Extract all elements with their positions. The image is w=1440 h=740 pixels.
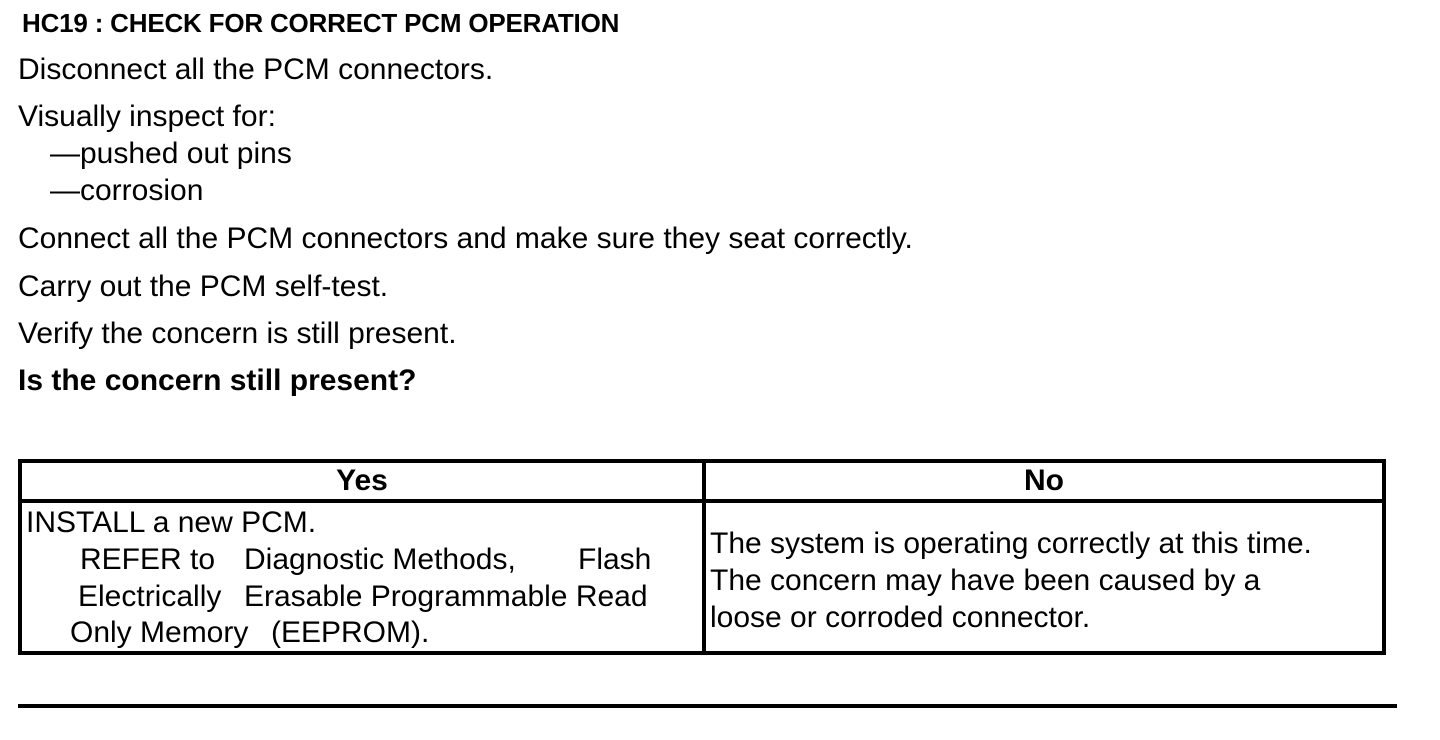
divider	[18, 704, 1397, 708]
cell-yes	[20, 501, 704, 653]
flash-eeprom-link-line3a[interactable]: Only Memory	[70, 616, 249, 649]
step-disconnect: Disconnect all the PCM connectors.	[18, 53, 494, 86]
diagnostic-methods-link[interactable]: Diagnostic Methods,	[244, 543, 516, 576]
no-line-1: The system is operating correctly at this time.	[710, 527, 1312, 560]
step-inspect: Visually inspect for:	[18, 100, 276, 133]
inspect-item-corrosion: —corrosion	[50, 174, 204, 207]
step-verify: Verify the concern is still present.	[18, 317, 457, 350]
question: Is the concern still present?	[18, 364, 417, 397]
flash-eeprom-link[interactable]: Flash	[578, 543, 652, 576]
step-selftest: Carry out the PCM self-test.	[18, 270, 389, 303]
header-yes: Yes	[20, 461, 704, 501]
inspect-item-pushed-out-pins: —pushed out pins	[50, 137, 292, 170]
no-line-2: The concern may have been caused by a	[710, 564, 1261, 597]
yes-install-text: INSTALL a new PCM.	[26, 506, 317, 539]
no-result-text	[710, 525, 1312, 636]
table-header-row	[20, 461, 1384, 501]
result-table	[18, 459, 1386, 655]
header-no: No	[704, 461, 1384, 501]
flash-eeprom-link-line2a[interactable]: Electrically	[78, 580, 222, 613]
page-title: HC19 : CHECK FOR CORRECT PCM OPERATION	[22, 8, 620, 38]
cell-no	[704, 501, 1384, 653]
step-connect: Connect all the PCM connectors and make sure they seat correctly.	[18, 222, 913, 255]
no-line-3: loose or corroded connector.	[710, 601, 1091, 634]
flash-eeprom-link-line2b[interactable]: Erasable Programmable Read	[244, 580, 648, 613]
yes-refer-text: REFER to	[80, 543, 216, 576]
table-row	[20, 501, 1384, 653]
flash-eeprom-link-line3b[interactable]: (EEPROM).	[271, 616, 430, 649]
